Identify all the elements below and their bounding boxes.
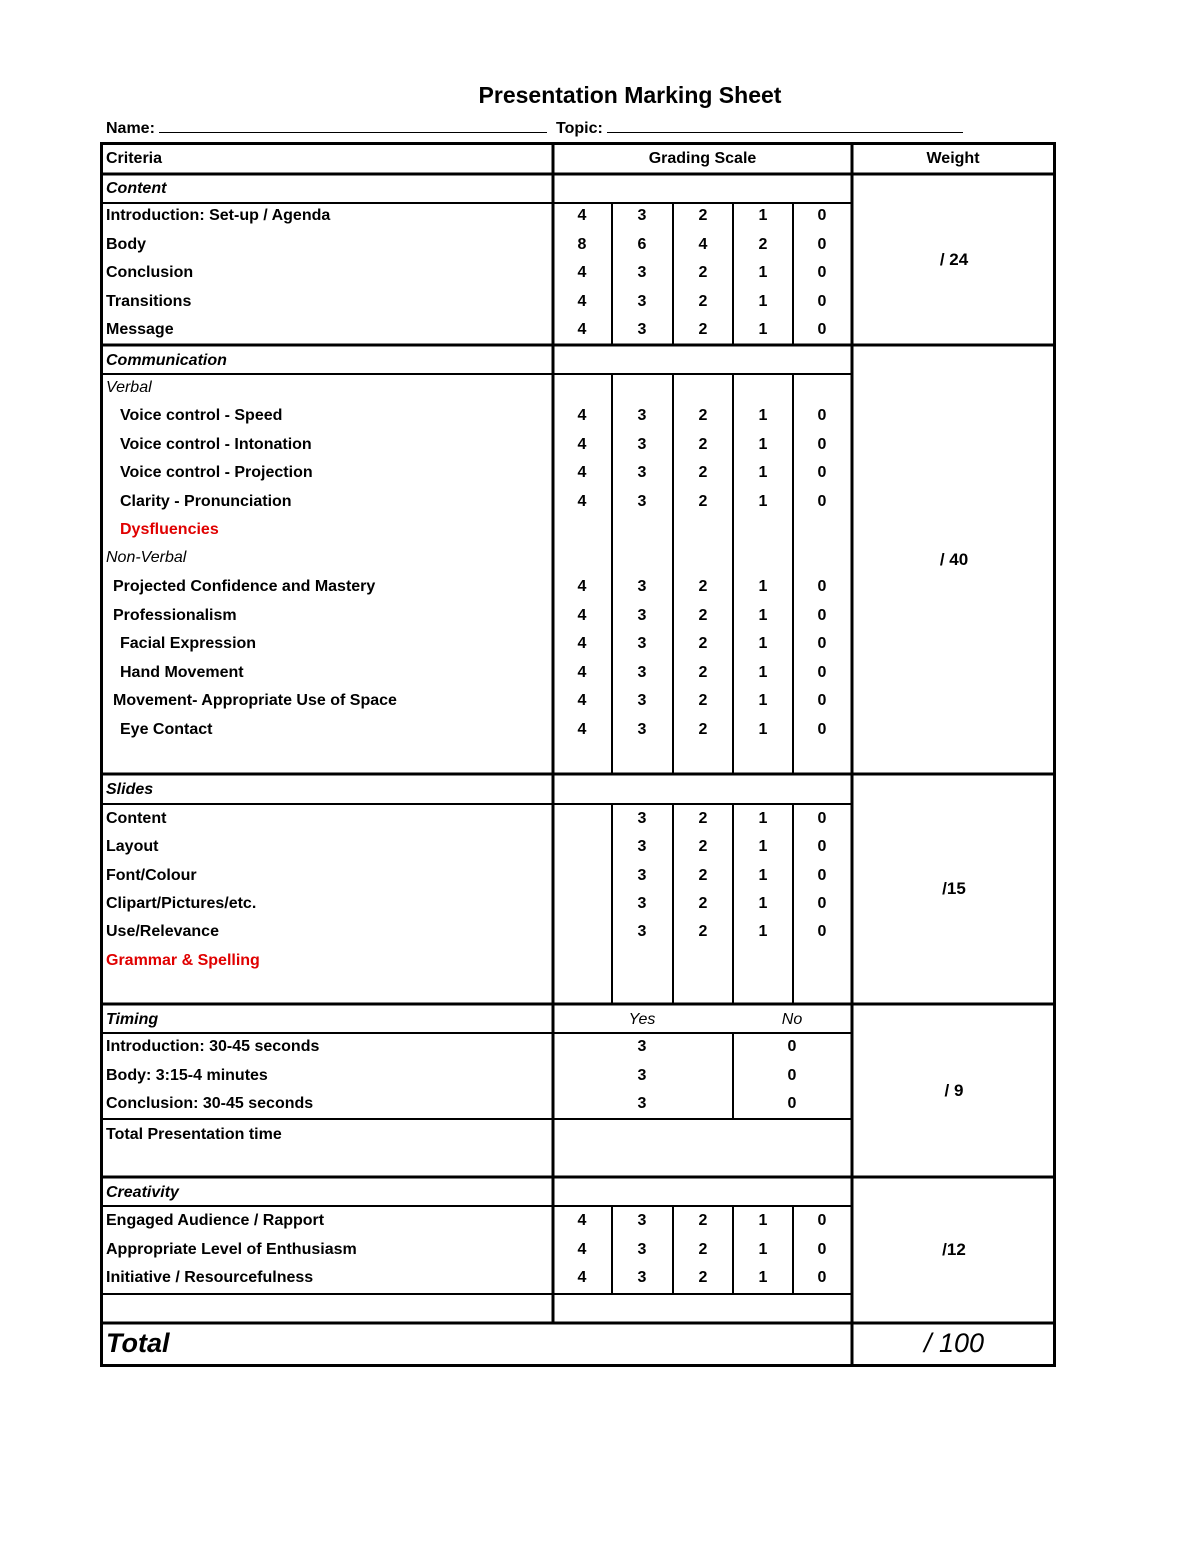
creativity-weight: /12 bbox=[942, 1240, 966, 1259]
creativity-row-label: Appropriate Level of Enthusiasm bbox=[106, 1240, 357, 1258]
total-presentation-time-label: Total Presentation time bbox=[106, 1126, 282, 1143]
creativity-score-option[interactable]: 2 bbox=[698, 1240, 708, 1258]
verbal-score-option[interactable]: 0 bbox=[817, 407, 827, 424]
nonverbal-score-option[interactable]: 3 bbox=[637, 606, 647, 624]
content-score-option[interactable]: 3 bbox=[637, 207, 647, 224]
content-weight: / 24 bbox=[939, 250, 969, 269]
nonverbal-score-option[interactable]: 0 bbox=[817, 578, 827, 595]
slides-row-label: Content bbox=[106, 810, 167, 827]
slides-score-option[interactable]: 1 bbox=[758, 838, 768, 856]
verbal-score-option[interactable]: 2 bbox=[698, 407, 708, 424]
nonverbal-score-option[interactable]: 3 bbox=[637, 635, 647, 652]
total-weight: / 100 bbox=[923, 1328, 985, 1358]
verbal-row-label: Voice control - Projection bbox=[120, 464, 313, 481]
verbal-row-label: Clarity - Pronunciation bbox=[120, 492, 292, 510]
content-score-option[interactable]: 4 bbox=[577, 264, 587, 281]
content-row-label: Conclusion bbox=[106, 264, 194, 281]
nonverbal-score-option[interactable]: 4 bbox=[577, 578, 587, 595]
content-score-option[interactable]: 2 bbox=[758, 235, 768, 253]
content-score-option[interactable]: 2 bbox=[698, 292, 708, 310]
nonverbal-score-option[interactable]: 2 bbox=[698, 578, 708, 595]
nonverbal-score-option[interactable]: 3 bbox=[637, 578, 647, 595]
slides-score-option[interactable]: 1 bbox=[758, 810, 768, 827]
nonverbal-score-option[interactable]: 2 bbox=[698, 692, 708, 709]
verbal-row-label: Voice control - Speed bbox=[120, 407, 283, 424]
verbal-score-option[interactable]: 4 bbox=[577, 407, 587, 424]
nonverbal-score-option[interactable]: 4 bbox=[577, 692, 587, 709]
timing-row-label: Body: 3:15-4 minutes bbox=[106, 1066, 268, 1084]
content-row-label: Transitions bbox=[106, 292, 192, 310]
slides-row-label: Layout bbox=[106, 838, 159, 856]
nonverbal-row-label: Projected Confidence and Mastery bbox=[113, 578, 376, 595]
slides-score-option[interactable]: 3 bbox=[637, 923, 647, 941]
slides-score-option[interactable]: 1 bbox=[758, 894, 768, 912]
creativity-row-label: Initiative / Resourcefulness bbox=[106, 1269, 314, 1286]
weight-header: Weight bbox=[926, 150, 980, 167]
verbal-score-option[interactable]: 4 bbox=[577, 492, 587, 510]
timing-row-label: Conclusion: 30-45 seconds bbox=[106, 1095, 314, 1112]
verbal-score-option[interactable]: 4 bbox=[577, 435, 587, 453]
content-score-option[interactable]: 2 bbox=[698, 264, 708, 281]
timing-yes-header: Yes bbox=[628, 1011, 656, 1028]
verbal-score-option[interactable]: 1 bbox=[758, 492, 768, 510]
slides-score-option[interactable]: 3 bbox=[637, 838, 647, 856]
nonverbal-score-option[interactable]: 1 bbox=[758, 663, 768, 681]
nonverbal-row-label: Facial Expression bbox=[120, 635, 257, 652]
nonverbal-score-option[interactable]: 0 bbox=[817, 663, 827, 681]
verbal-row-label: Voice control - Intonation bbox=[120, 435, 312, 453]
nonverbal-score-option[interactable]: 1 bbox=[758, 692, 768, 709]
content-score-option[interactable]: 0 bbox=[817, 321, 827, 338]
content-score-option[interactable]: 1 bbox=[758, 321, 768, 338]
slides-row-label: Use/Relevance bbox=[106, 923, 219, 941]
slides-score-option[interactable]: 2 bbox=[698, 838, 708, 856]
nonverbal-score-option[interactable]: 3 bbox=[637, 720, 647, 738]
section-label-creativity: Creativity bbox=[106, 1184, 179, 1201]
nonverbal-score-option[interactable]: 1 bbox=[758, 606, 768, 624]
content-row-label: Introduction: Set-up / Agenda bbox=[106, 207, 331, 224]
timing-no-score[interactable]: 0 bbox=[787, 1095, 797, 1112]
verbal-score-option[interactable]: 3 bbox=[637, 407, 647, 424]
nonverbal-score-option[interactable]: 4 bbox=[577, 635, 587, 652]
grammar-spelling-label: Grammar & Spelling bbox=[106, 952, 260, 969]
verbal-score-option[interactable]: 1 bbox=[758, 464, 768, 481]
content-score-option[interactable]: 1 bbox=[758, 264, 768, 281]
topic-label: Topic: bbox=[556, 120, 603, 137]
verbal-score-option[interactable]: 3 bbox=[637, 464, 647, 481]
creativity-score-option[interactable]: 2 bbox=[698, 1269, 708, 1286]
verbal-score-option[interactable]: 2 bbox=[698, 464, 708, 481]
verbal-label: Verbal bbox=[106, 379, 152, 396]
timing-yes-score[interactable]: 3 bbox=[637, 1066, 647, 1084]
creativity-score-option[interactable]: 3 bbox=[637, 1240, 647, 1258]
slides-score-option[interactable]: 2 bbox=[698, 810, 708, 827]
section-label-timing: Timing bbox=[106, 1011, 159, 1028]
nonverbal-row-label: Movement- Appropriate Use of Space bbox=[113, 692, 397, 709]
creativity-score-option[interactable]: 0 bbox=[817, 1240, 827, 1258]
section-label-content: Content bbox=[106, 180, 167, 197]
creativity-score-option[interactable]: 4 bbox=[577, 1240, 587, 1258]
timing-row-label: Introduction: 30-45 seconds bbox=[106, 1038, 320, 1055]
verbal-score-option[interactable]: 2 bbox=[698, 492, 708, 510]
content-score-option[interactable]: 8 bbox=[577, 235, 587, 253]
nonverbal-score-option[interactable]: 2 bbox=[698, 606, 708, 624]
creativity-score-option[interactable]: 0 bbox=[817, 1212, 827, 1229]
nonverbal-label: Non-Verbal bbox=[106, 549, 187, 566]
content-score-option[interactable]: 3 bbox=[637, 292, 647, 310]
slides-score-option[interactable]: 0 bbox=[817, 894, 827, 912]
slides-score-option[interactable]: 2 bbox=[698, 923, 708, 941]
nonverbal-score-option[interactable]: 4 bbox=[577, 606, 587, 624]
nonverbal-score-option[interactable]: 0 bbox=[817, 720, 827, 738]
slides-score-option[interactable]: 0 bbox=[817, 810, 827, 827]
creativity-score-option[interactable]: 0 bbox=[817, 1269, 827, 1286]
creativity-score-option[interactable]: 3 bbox=[637, 1269, 647, 1286]
content-row-label: Body bbox=[106, 235, 146, 253]
nonverbal-score-option[interactable]: 0 bbox=[817, 635, 827, 652]
verbal-score-option[interactable]: 2 bbox=[698, 435, 708, 453]
content-score-option[interactable]: 4 bbox=[577, 292, 587, 310]
nonverbal-score-option[interactable]: 2 bbox=[698, 663, 708, 681]
content-score-option[interactable]: 0 bbox=[817, 207, 827, 224]
nonverbal-row-label: Hand Movement bbox=[120, 663, 244, 681]
nonverbal-row-label: Eye Contact bbox=[120, 720, 213, 738]
content-score-option[interactable]: 4 bbox=[577, 207, 587, 224]
nonverbal-score-option[interactable]: 4 bbox=[577, 663, 587, 681]
content-score-option[interactable]: 6 bbox=[637, 235, 647, 253]
content-score-option[interactable]: 0 bbox=[817, 264, 827, 281]
nonverbal-score-option[interactable]: 3 bbox=[637, 692, 647, 709]
nonverbal-score-option[interactable]: 1 bbox=[758, 578, 768, 595]
section-label-communication: Communication bbox=[106, 352, 227, 369]
page-title: Presentation Marking Sheet bbox=[478, 82, 782, 108]
creativity-score-option[interactable]: 2 bbox=[698, 1212, 708, 1229]
criteria-header: Criteria bbox=[106, 150, 163, 167]
creativity-score-option[interactable]: 1 bbox=[758, 1240, 768, 1258]
content-score-option[interactable]: 4 bbox=[698, 235, 708, 253]
slides-score-option[interactable]: 0 bbox=[817, 923, 827, 941]
slides-score-option[interactable]: 1 bbox=[758, 923, 768, 941]
verbal-score-option[interactable]: 0 bbox=[817, 435, 827, 453]
creativity-score-option[interactable]: 4 bbox=[577, 1212, 587, 1229]
creativity-row-label: Engaged Audience / Rapport bbox=[106, 1212, 325, 1229]
nonverbal-score-option[interactable]: 4 bbox=[577, 720, 587, 738]
content-score-option[interactable]: 0 bbox=[817, 235, 827, 253]
timing-no-header: No bbox=[781, 1011, 803, 1028]
nonverbal-score-option[interactable]: 0 bbox=[817, 692, 827, 709]
name-label: Name: bbox=[106, 120, 155, 137]
nonverbal-score-option[interactable]: 1 bbox=[758, 635, 768, 652]
nonverbal-row-label: Professionalism bbox=[113, 606, 237, 624]
slides-weight: /15 bbox=[942, 879, 966, 898]
slides-score-option[interactable]: 3 bbox=[637, 810, 647, 827]
creativity-score-option[interactable]: 1 bbox=[758, 1212, 768, 1229]
slides-score-option[interactable]: 3 bbox=[637, 894, 647, 912]
nonverbal-score-option[interactable]: 2 bbox=[698, 635, 708, 652]
nonverbal-score-option[interactable]: 0 bbox=[817, 606, 827, 624]
timing-yes-score[interactable]: 3 bbox=[637, 1095, 647, 1112]
slides-score-option[interactable]: 3 bbox=[637, 866, 647, 884]
total-label: Total bbox=[106, 1328, 170, 1358]
verbal-score-option[interactable]: 1 bbox=[758, 407, 768, 424]
timing-no-score[interactable]: 0 bbox=[787, 1038, 797, 1055]
slides-row-label: Font/Colour bbox=[106, 866, 197, 884]
verbal-score-option[interactable]: 3 bbox=[637, 492, 647, 510]
slides-row-label: Clipart/Pictures/etc. bbox=[106, 894, 257, 912]
timing-weight: / 9 bbox=[944, 1081, 964, 1100]
content-score-option[interactable]: 1 bbox=[758, 207, 768, 224]
creativity-score-option[interactable]: 3 bbox=[637, 1212, 647, 1229]
slides-score-option[interactable]: 2 bbox=[698, 866, 708, 884]
timing-yes-score[interactable]: 3 bbox=[637, 1038, 647, 1055]
dysfluencies-label: Dysfluencies bbox=[120, 521, 219, 538]
content-score-option[interactable]: 3 bbox=[637, 321, 647, 338]
content-score-option[interactable]: 4 bbox=[577, 321, 587, 338]
content-score-option[interactable]: 0 bbox=[817, 292, 827, 310]
slides-score-option[interactable]: 1 bbox=[758, 866, 768, 884]
slides-score-option[interactable]: 0 bbox=[817, 838, 827, 856]
content-row-label: Message bbox=[106, 321, 174, 338]
verbal-score-option[interactable]: 0 bbox=[817, 464, 827, 481]
content-score-option[interactable]: 3 bbox=[637, 264, 647, 281]
slides-score-option[interactable]: 2 bbox=[698, 894, 708, 912]
content-score-option[interactable]: 2 bbox=[698, 207, 708, 224]
verbal-score-option[interactable]: 0 bbox=[817, 492, 827, 510]
section-label-slides: Slides bbox=[106, 781, 154, 798]
content-score-option[interactable]: 1 bbox=[758, 292, 768, 310]
content-score-option[interactable]: 2 bbox=[698, 321, 708, 338]
grading-scale-header: Grading Scale bbox=[648, 150, 757, 167]
nonverbal-score-option[interactable]: 1 bbox=[758, 720, 768, 738]
timing-no-score[interactable]: 0 bbox=[787, 1066, 797, 1084]
slides-score-option[interactable]: 0 bbox=[817, 866, 827, 884]
verbal-score-option[interactable]: 1 bbox=[758, 435, 768, 453]
creativity-score-option[interactable]: 4 bbox=[577, 1269, 587, 1286]
communication-weight: / 40 bbox=[939, 550, 969, 569]
nonverbal-score-option[interactable]: 3 bbox=[637, 663, 647, 681]
verbal-score-option[interactable]: 3 bbox=[637, 435, 647, 453]
creativity-score-option[interactable]: 1 bbox=[758, 1269, 768, 1286]
verbal-score-option[interactable]: 4 bbox=[577, 464, 587, 481]
nonverbal-score-option[interactable]: 2 bbox=[698, 720, 708, 738]
